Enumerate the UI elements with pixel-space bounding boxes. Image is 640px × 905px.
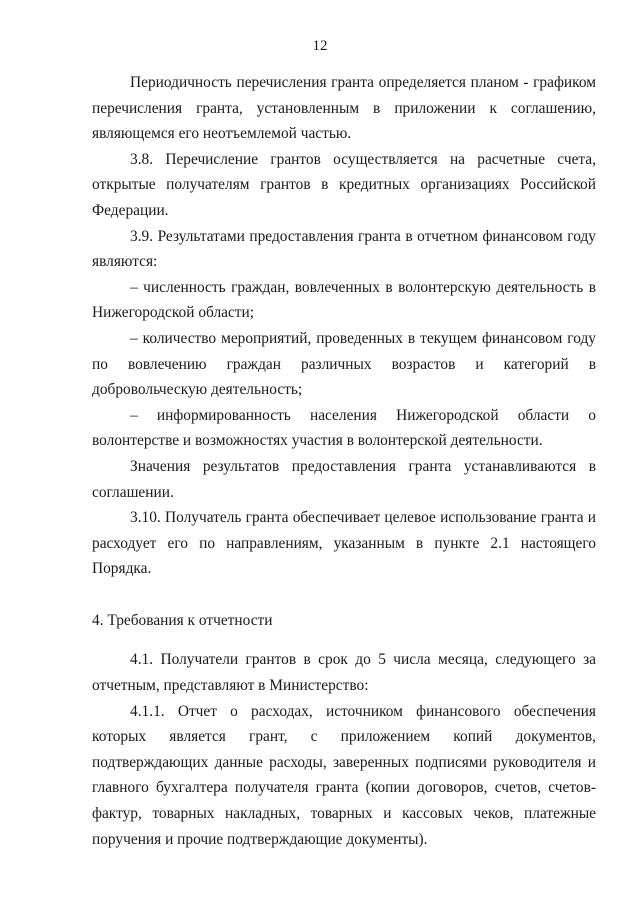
paragraph-3-10: 3.10. Получатель гранта обеспечивает целевое использование гранта и расходует его по направлениям, указанным в пункте 2.1 настоящего Порядка.: [92, 509, 596, 578]
paragraph-4-1-1: 4.1.1. Отчет о расходах, источником финансового обеспечения которых является грант, с приложением копий документов, подтверждающих данные расходы, заверенных подписями руководителя и главного бухгалтера получателя гранта (копии договоров, счетов, счетов-фактур, товарных накладных, товарных и кассовых чеков, платежные поручения и прочие подтверждающие документы).: [92, 702, 596, 848]
page-number: 12: [312, 38, 328, 54]
paragraph-3-8: 3.8. Перечисление грантов осуществляется на расчетные счета, открытые получателям грантов в кредитных организациях Российской Федерации.: [92, 150, 596, 219]
document-body: [92, 70, 596, 852]
list-item-awareness: – информированность населения Нижегородской области о волонтерстве и возможностях участия в волонтерской деятельности.: [92, 406, 596, 450]
paragraph-4-1: 4.1. Получатели грантов в срок до 5 числа месяца, следующего за отчетным, представляют в Министерство:: [92, 651, 596, 695]
list-item-volunteer-count: – численность граждан, вовлеченных в волонтерскую деятельность в Нижегородской области;: [92, 278, 596, 322]
paragraph-grant-schedule: Периодичность перечисления гранта определяется планом - графиком перечисления гранта, установленным в приложении к соглашению, являющемся его неотъемлемой частью.: [92, 74, 596, 143]
section-title: 4. Требования к отчетности: [92, 611, 273, 629]
paragraph-3-9: 3.9. Результатами предоставления гранта в отчетном финансовом году являются:: [92, 227, 596, 271]
list-item-events-count: – количество мероприятий, проведенных в текущем финансовом году по вовлечению граждан различных возрастов и категорий в добровольческую деятельность;: [92, 329, 596, 399]
paragraph-result-values: Значения результатов предоставления гранта устанавливаются в соглашении.: [92, 457, 596, 501]
